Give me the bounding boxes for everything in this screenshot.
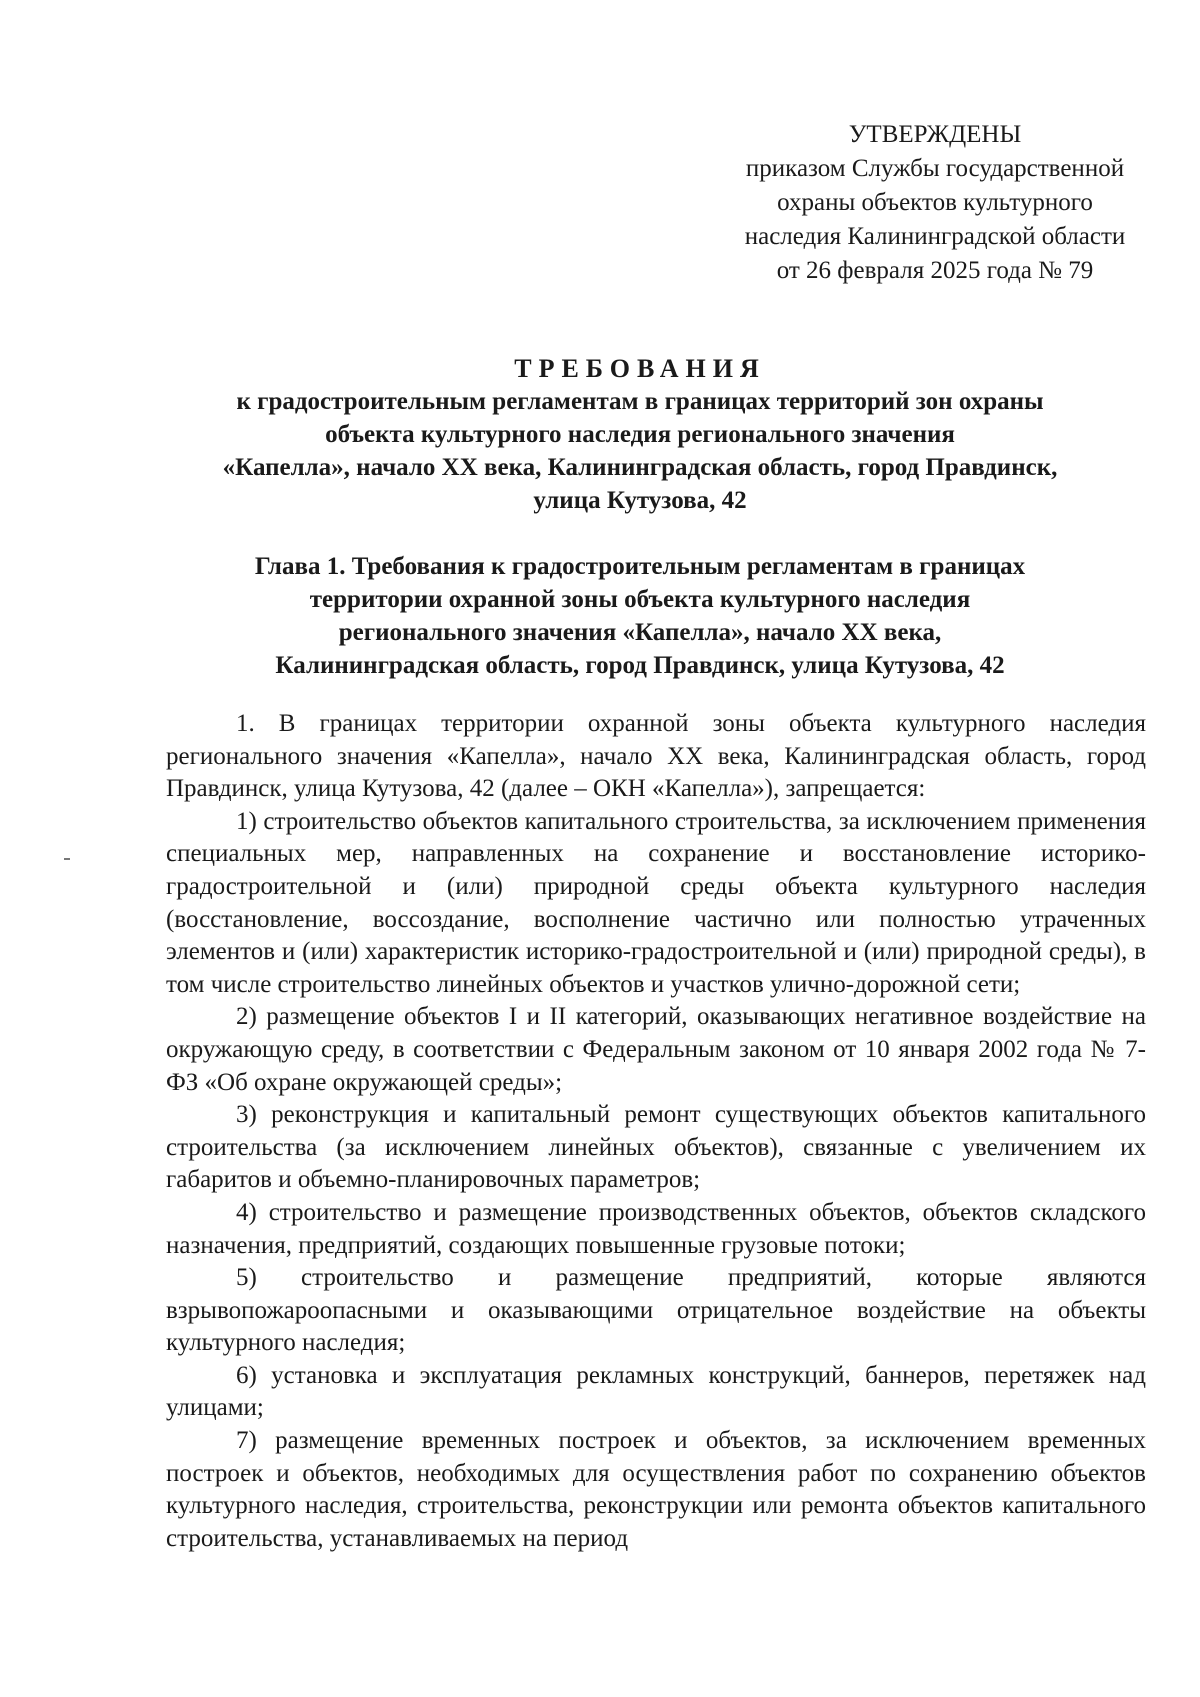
chapter-line-4: Калининградская область, город Правдинск, улица Кутузова, 42: [275, 652, 1005, 679]
list-item-7: 7) размещение временных построек и объектов, за исключением временных построек и объектов, необходимых для осуществления работ по сохранению объектов культурного наследия, строительства, реконструкции или ремонта объектов капитального строительства, устанавливаемых на период: [166, 1427, 1146, 1552]
list-item-4: 4) строительство и размещение производственных объектов, объектов складского назначения, предприятий, создающих повышенные грузовые потоки;: [166, 1198, 1146, 1259]
title-line-2: объекта культурного наследия регионального значения: [325, 421, 955, 448]
approval-line-2: охраны объектов культурного: [777, 189, 1093, 216]
chapter-heading: [140, 550, 1140, 682]
title-line-3: «Капелла», начало XX века, Калининградская область, город Правдинск,: [222, 454, 1058, 481]
approval-block: [700, 118, 1170, 288]
document-title: [140, 352, 1140, 517]
approval-heading: УТВЕРЖДЕНЫ: [848, 121, 1022, 148]
title-line-4: улица Кутузова, 42: [533, 487, 747, 514]
list-item-5: 5) строительство и размещение предприятий, которые являются взрывопожароопасными и оказывающими отрицательное воздействие на объекты культурного наследия;: [166, 1264, 1146, 1357]
list-item-1: 1) строительство объектов капитального строительства, за исключением применения специальных мер, направленных на сохранение и восстановление историко-градостроительной и (или) природной среды объекта культурного наследия (восстановление, воссоздание, восполнение частично или полностью утраченных элементов и (или) характеристик историко-градостроительной и (или) природной среды), в том числе строительство линейных объектов и участков улично-дорожной сети;: [166, 807, 1146, 998]
approval-line-4: от 26 февраля 2025 года № 79: [776, 257, 1094, 284]
paragraph-1: 1. В границах территории охранной зоны объекта культурного наследия регионального значения «Капелла», начало XX века, Калининградская область, город Правдинск, улица Кутузова, 42 (далее – ОКН «Капелла»), запрещается:: [166, 710, 1146, 803]
chapter-line-2: территории охранной зоны объекта культурного наследия: [309, 586, 971, 613]
title-line-1: к градостроительным регламентам в границах территорий зон охраны: [236, 388, 1044, 415]
scan-mark: [64, 858, 70, 860]
document-body: [166, 708, 1146, 1555]
chapter-line-3: регионального значения «Капелла», начало XX века,: [338, 619, 942, 646]
list-item-2: 2) размещение объектов I и II категорий, оказывающих негативное воздействие на окружающую среду, в соответствии с Федеральным законом от 10 января 2002 года № 7-ФЗ «Об охране окружающей среды»;: [166, 1003, 1146, 1096]
approval-line-3: наследия Калининградской области: [744, 223, 1126, 250]
list-item-3: 3) реконструкция и капитальный ремонт существующих объектов капитального строительства (за исключением линейных объектов), связанные с увеличением их габаритов и объемно-планировочных параметров;: [166, 1101, 1146, 1194]
approval-line-1: приказом Службы государственной: [745, 155, 1125, 182]
chapter-line-1: Глава 1. Требования к градостроительным регламентам в границах: [254, 553, 1026, 580]
list-item-6: 6) установка и эксплуатация рекламных конструкций, баннеров, перетяжек над улицами;: [166, 1361, 1146, 1422]
title-word: ТРЕБОВАНИЯ: [514, 354, 766, 383]
